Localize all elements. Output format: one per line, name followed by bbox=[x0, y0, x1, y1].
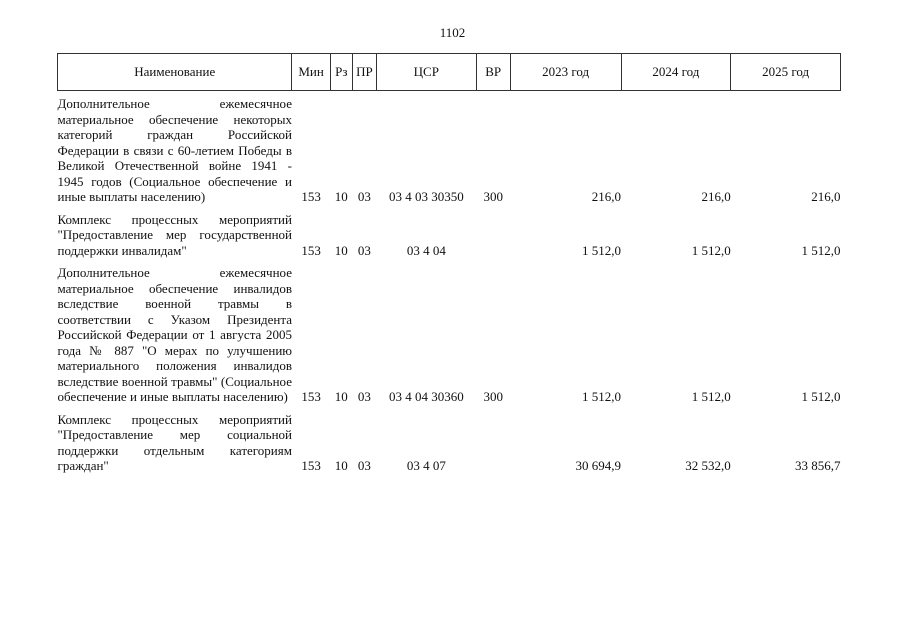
column-header-min: Мин bbox=[292, 54, 330, 91]
row-2024: 1 512,0 bbox=[691, 389, 731, 404]
row-2023: 1 512,0 bbox=[582, 242, 622, 258]
column-header-2023: 2023 год bbox=[510, 54, 621, 91]
page-number: 1102 bbox=[439, 25, 466, 40]
row-csr: 03 4 03 30350 bbox=[388, 189, 464, 204]
row-pr: 03 bbox=[357, 389, 371, 404]
column-header-rz: Рз bbox=[330, 54, 352, 91]
row-2023: 30 694,9 bbox=[575, 458, 622, 473]
row-pr: 03 bbox=[357, 458, 371, 473]
row-2023: 1 512,0 bbox=[582, 389, 622, 404]
column-header-pr: ПР bbox=[352, 54, 376, 91]
column-header-vr: ВР bbox=[476, 54, 510, 91]
row-rz: 10 bbox=[334, 389, 348, 404]
table-row bbox=[58, 265, 841, 405]
row-2025: 1 512,0 bbox=[801, 389, 841, 404]
row-min: 153 bbox=[301, 389, 321, 404]
row-min: 153 bbox=[301, 458, 321, 473]
column-header-name: Наименование bbox=[58, 54, 292, 91]
column-header-2024: 2024 год bbox=[621, 54, 731, 91]
row-name: Комплекс процессных мероприятий "Предоставление мер социальной поддержки отдельным категориям граждан" bbox=[57, 411, 292, 473]
table-row bbox=[58, 412, 841, 474]
table-row bbox=[58, 212, 841, 259]
row-min: 153 bbox=[301, 189, 321, 204]
row-2023: 216,0 bbox=[591, 189, 622, 204]
row-2024: 1 512,0 bbox=[691, 242, 731, 258]
row-csr: 03 4 07 bbox=[406, 458, 446, 473]
column-header-csr: ЦСР bbox=[377, 54, 477, 91]
row-2025: 1 512,0 bbox=[801, 242, 841, 258]
row-rz: 10 bbox=[334, 242, 348, 258]
row-vr: 300 bbox=[483, 389, 503, 404]
column-header-2025: 2025 год bbox=[731, 54, 841, 91]
row-vr bbox=[476, 412, 510, 474]
row-csr: 03 4 04 30360 bbox=[388, 389, 464, 404]
row-2024: 216,0 bbox=[701, 189, 731, 204]
row-pr: 03 bbox=[357, 189, 371, 204]
row-rz: 10 bbox=[334, 458, 348, 473]
row-name: Комплекс процессных мероприятий "Предоставление мер государственной поддержки инвалидам" bbox=[57, 211, 292, 258]
row-min: 153 bbox=[301, 242, 321, 258]
budget-table bbox=[57, 53, 841, 474]
row-2025: 33 856,7 bbox=[795, 458, 841, 473]
table-row bbox=[58, 96, 841, 205]
row-vr: 300 bbox=[483, 189, 503, 204]
table-header-row bbox=[58, 54, 841, 91]
row-name: Дополнительное ежемесячное материальное обеспечение некоторых категорий граждан Российской Федерации в связи с 60-летием Победы в Великой Отечественной войне 1941 - 1945 годов (Социальное обеспечение и иные выплаты населению) bbox=[57, 96, 292, 204]
row-name: Дополнительное ежемесячное материальное обеспечение инвалидов вследствие военной травмы в соответствии с Указом Президента Российской Федерации от 1 августа 2005 года № 887 "О мерах по улучшению материального положения инвалидов вследствие военной травмы" (Социальное обеспечение и иные выплаты населению) bbox=[57, 265, 292, 404]
row-2025: 216,0 bbox=[811, 189, 841, 204]
row-pr: 03 bbox=[357, 242, 371, 258]
row-rz: 10 bbox=[334, 189, 348, 204]
row-2024: 32 532,0 bbox=[685, 458, 731, 473]
row-vr bbox=[476, 212, 510, 259]
row-csr: 03 4 04 bbox=[406, 242, 446, 258]
